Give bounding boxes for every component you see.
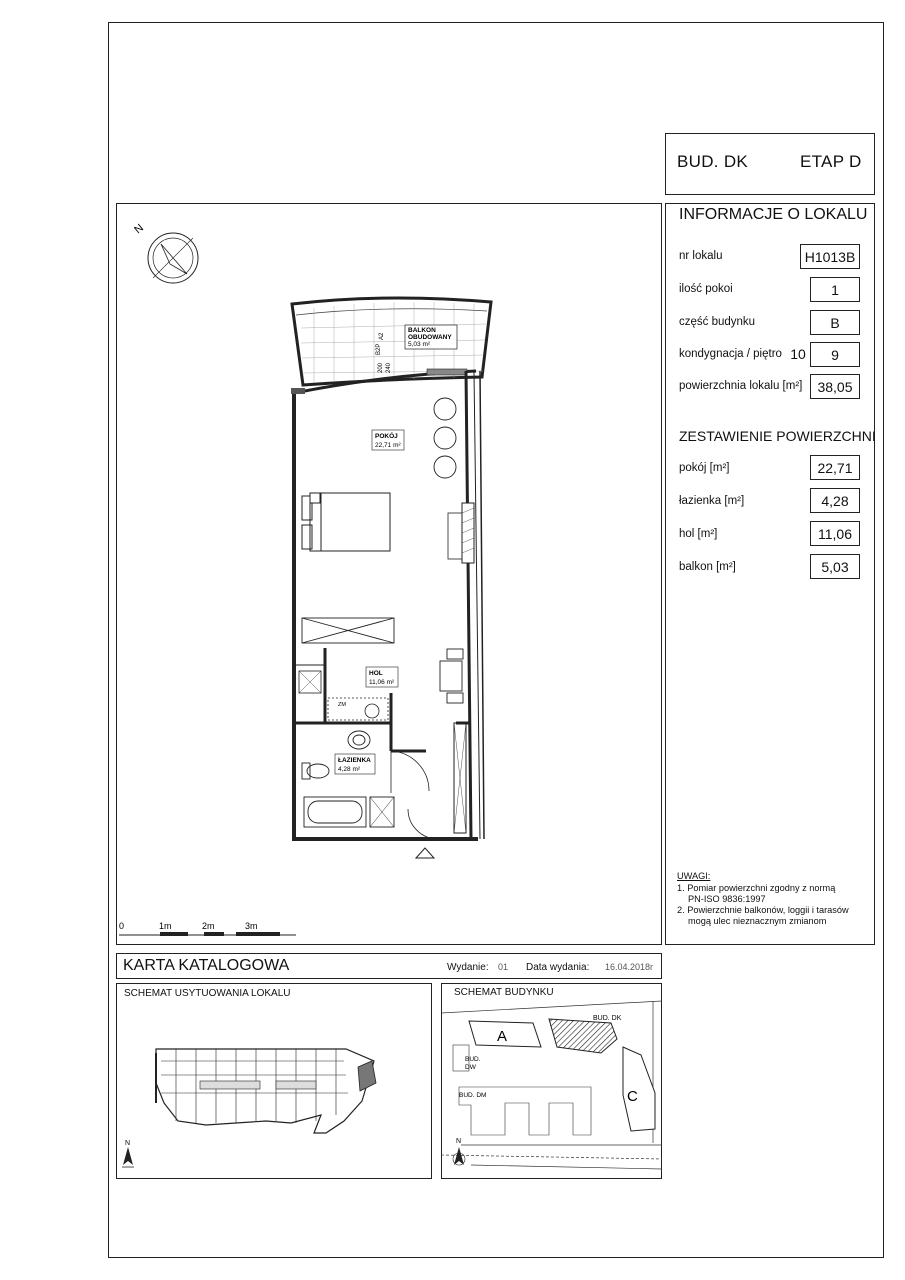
bathroom-fixtures [302,731,438,839]
area-value-bath: 4,28 [810,488,860,513]
building-dk-label: BUD. DK [593,1015,622,1022]
info-value-floor: 9 [810,342,860,367]
building-north-label: N [456,1138,462,1145]
notes-line-3: 2. Powierzchnie balkonów, loggii i tarasów [677,905,849,915]
area-label-room: pokój [m²] [679,462,730,474]
building-dm-label: BUD. DM [459,1092,487,1099]
scale-0: 0 [119,921,125,931]
building-c-label: C [627,1088,638,1105]
hall-name: HOL [369,670,383,677]
building-label: BUD. DK [677,152,749,171]
scale-3m: 3m [245,921,258,931]
info-label-rooms: ilość pokoi [679,283,733,295]
north-arrow-icon [148,233,198,283]
date-value: 16.04.2018r [605,962,654,972]
building-dw-label-2: DW [465,1064,476,1071]
info-value-unit: H1013B [800,244,860,269]
building-scheme-title: SCHEMAT BUDYNKU [454,987,554,998]
area-label-balcony: balkon [m²] [679,561,736,573]
date-label: Data wydania: [526,962,590,973]
room-area: 22,71 m² [375,442,401,449]
edition-label: Wydanie: [447,962,489,973]
dim-b2p: B2P [376,343,382,355]
balcony-area: 5,03 m² [408,341,431,348]
scale-bar [119,932,296,936]
area-value-balcony: 5,03 [810,554,860,579]
area-label-bath: łazienka [m²] [679,495,745,507]
info-title: INFORMACJE O LOKALU [679,206,868,223]
zm-label: ZM [338,702,346,708]
stage-label: ETAP D [800,152,862,171]
dim-200: 200 [378,362,384,373]
room-name: POKÓJ [375,433,398,440]
balcony-name-2: OBUDOWANY [408,334,452,341]
info-value-storey: 10 [790,346,806,362]
balcony-name-1: BALKON [408,327,436,334]
edition-value: 01 [498,962,509,972]
info-value-rooms: 1 [810,277,860,302]
building-dk [549,1019,617,1053]
bath-name: ŁAZIENKA [338,757,371,764]
area-value-room: 22,71 [810,455,860,480]
info-value-part: B [810,310,860,335]
info-label-area: powierzchnia lokalu [m²] [679,380,803,392]
building-dw-label-1: BUD. [465,1056,481,1063]
info-label-part: część budynku [679,316,756,328]
floor-plan [116,203,662,945]
dim-a2: A2 [379,332,385,340]
dim-240: 240 [386,362,392,373]
site-north-arrow-icon [122,1147,134,1167]
site-scheme [116,983,432,1179]
info-value-area: 38,05 [810,374,860,399]
wardrobe [302,618,394,643]
scale-2m: 2m [202,921,215,931]
site-scheme-title: SCHEMAT USYTUOWANIA LOKALU [124,988,291,999]
hall-table [440,649,463,703]
building-scheme [441,983,662,1179]
dining-set [434,398,456,478]
notes-title: UWAGI: [677,871,711,881]
site-north-label: N [125,1140,131,1147]
building-a-label: A [497,1028,508,1045]
entrance-icon [416,848,434,858]
notes-line-1: 1. Pomiar powierzchni zgodny z normą [677,883,836,893]
desk [448,513,462,559]
site-unit-marker [358,1061,376,1091]
area-value-hall: 11,06 [810,521,860,546]
site-building-outline [156,1049,374,1133]
notes-line-2: PN-ISO 9836:1997 [688,894,766,904]
areas-title: ZESTAWIENIE POWIERZCHNI [679,428,876,444]
north-label: N [132,221,147,237]
info-label-floor: kondygnacja / piętro [679,348,782,360]
building-north-arrow-icon [453,1147,465,1165]
scale-1m: 1m [159,921,172,931]
bed [302,493,390,551]
notes-line-4: mogą ulec nieznacznym zmianom [688,916,827,926]
card-title: KARTA KATALOGOWA [123,957,290,974]
area-label-hall: hol [m²] [679,528,718,540]
hall-area: 11,06 m² [369,679,395,686]
bath-area: 4,28 m² [338,766,361,773]
info-label-unit: nr lokalu [679,250,723,262]
